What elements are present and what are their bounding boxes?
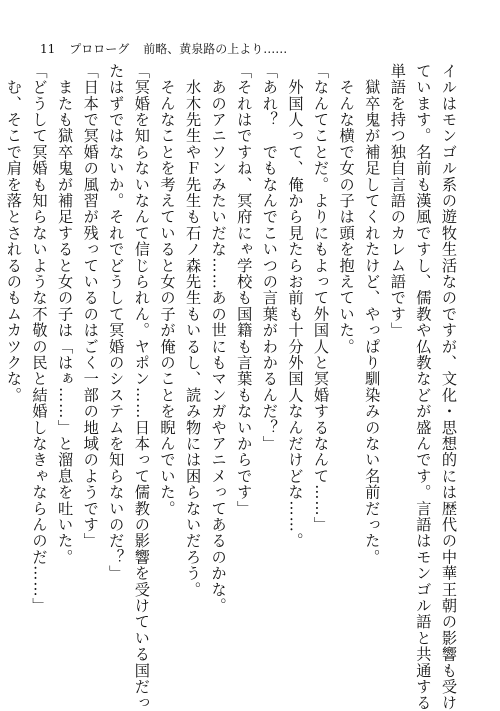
text-line: 「冥婚を知らないなんて信じられん。ヤポン……日本って儒教の影響を受けている国だっ xyxy=(132,63,151,711)
text-line: 「日本で冥婚の風習が残っているのはごく一部の地域のようです」 xyxy=(81,63,100,549)
text-line: 「なんてことだ。よりにもよって外国人と冥婚するなんて……」 xyxy=(312,63,331,533)
text-line: そんなことを考えていると女の子が俺のことを睨んでいた。 xyxy=(158,63,177,517)
text-line: 獄卒鬼が補足してくれたけど、やっぱり馴染みのない名前だった。 xyxy=(363,63,382,566)
page-number: 11 xyxy=(40,42,56,56)
text-line: 「どうして冥婚も知らないような不敬の民と結婚しなきゃならんのだ……」 xyxy=(30,63,49,614)
text-line: 単語を持つ独自言語のカレム語です」 xyxy=(388,63,407,339)
page-header xyxy=(40,40,287,57)
vertical-text-body xyxy=(4,63,461,711)
text-line: 外国人って、俺から見たらお前も十分外国人なんだけどな……。 xyxy=(286,63,305,549)
text-line: 水木先生やＦ先生も石ノ森先生もいるし、読み物には困らないだろう。 xyxy=(184,63,203,598)
text-line: たはずではないか。それでどうして冥婚のシステムを知らないのだ？」 xyxy=(107,63,126,582)
text-line: 「あれ？ でもなんでこいつの言葉がわかるんだ？」 xyxy=(260,63,279,452)
chapter-title: 前略、黄泉路の上より…… xyxy=(143,42,288,56)
text-line: そんな横で女の子は頭を抱えていた。 xyxy=(337,63,356,355)
text-line: ています。名前も漢風ですし、儒教や仏教などが盛んです。言語はモンゴル語と共通する xyxy=(414,63,433,711)
text-line: む、そこで肩を落とされるのもムカツクな。 xyxy=(4,63,23,404)
text-line: あのアニソンみたいだな……あの世にもマンガやアニメってあるのかな。 xyxy=(209,63,228,614)
text-line: 「それはですね、冥府にゃ学校も国籍も言葉もないからです」 xyxy=(235,63,254,517)
section-label: プロローグ xyxy=(69,42,130,56)
text-line: イルはモンゴル系の遊牧生活なのですが、文化・思想的には歴代の中華王朝の影響も受け xyxy=(440,63,458,711)
text-line: またも獄卒鬼が補足すると女の子は「はぁ……」と溜息を吐いた。 xyxy=(56,63,75,566)
